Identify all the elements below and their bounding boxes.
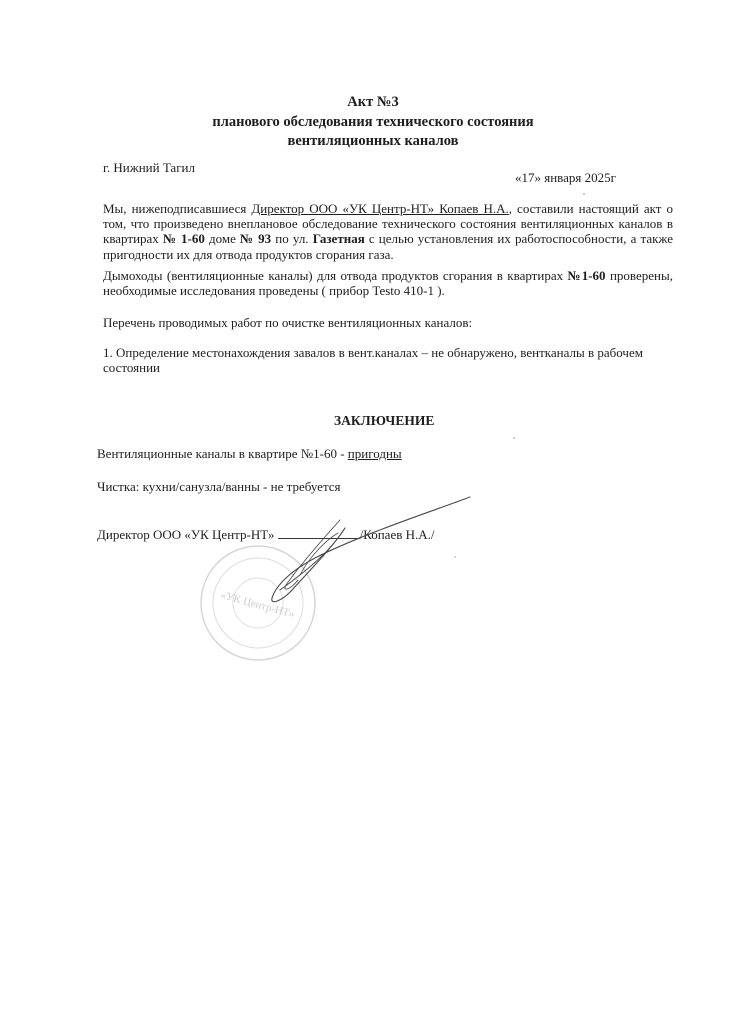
conclusion-title: ЗАКЛЮЧЕНИЕ (334, 413, 435, 428)
handwritten-signature (272, 497, 470, 602)
signer-name: Директор ООО «УК Центр-НТ» Копаев Н.А. (251, 201, 509, 216)
conclusion-prefix: Вентиляционные каналы в квартире №1-60 - (97, 446, 348, 461)
conclusion-value: пригодны (347, 446, 402, 461)
act-subtitle: планового обследования технического состояния (212, 114, 534, 130)
signer-short-name: /Копаев Н.А./ (359, 527, 435, 542)
stamp-center-text: «УК Центр-НТ» (219, 589, 296, 621)
chimneys-text-1: Дымоходы (вентиляционные каналы) для отвода продуктов сгорания в квартирах (103, 268, 568, 283)
intro-text-3: доме (204, 231, 241, 247)
house-number: № 93 (240, 231, 272, 247)
intro-text-4: по ул. (271, 231, 313, 247)
work-item: 1. Определение местонахождения завалов в вент.каналах – не обнаружено, вентканалы в рабочем состоянии (103, 345, 643, 376)
conclusion-line-2: Чистка: кухни/санузла/ванны - не требуется (97, 479, 341, 494)
apartments-range: № 1-60 (162, 231, 205, 247)
act-title: Акт №3 (347, 94, 399, 110)
intro-text-1: Мы, нижеподписавшиеся (103, 201, 252, 216)
chimneys-apartments: №1-60 (567, 268, 606, 283)
intro-text-2: , составили настоящий акт о том, что произведено внеплановое обследование технического состояния вентиляционных каналов в квартирах (103, 201, 673, 247)
stamp-seal (201, 546, 315, 660)
works-header: Перечень проводимых работ по очистке вентиляционных каналов: (103, 315, 473, 330)
date: «17» января 2025г (515, 170, 616, 185)
chimneys-text-2: проверены, необходимые исследования проведены ( прибор Testo 410-1 ). (103, 268, 673, 299)
city: г. Нижний Тагил (103, 160, 195, 175)
act-subtitle-2: вентиляционных каналов (287, 133, 459, 149)
signer-role: Директор ООО «УК Центр-НТ» (97, 527, 275, 542)
street-name: Газетная (312, 231, 365, 247)
scan-specks (454, 193, 585, 558)
intro-text-5: с целью установления их работоспособности, а также пригодности их для отвода продуктов сгорания газа. (103, 231, 673, 262)
